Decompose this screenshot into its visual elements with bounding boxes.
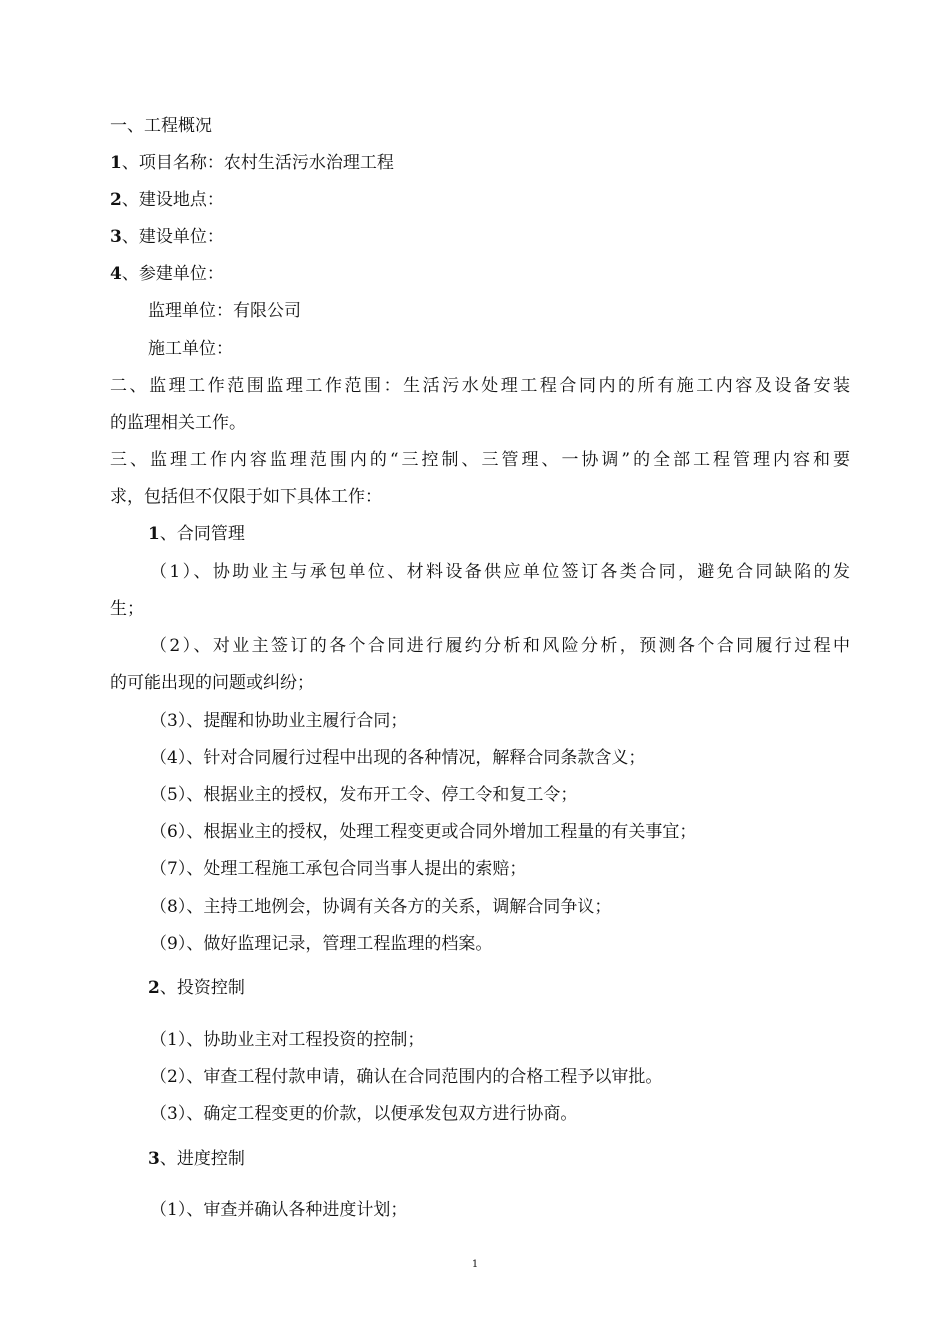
list-item-line: 的可能出现的问题或纠纷；	[110, 673, 314, 693]
item-number: 1	[110, 153, 122, 173]
list-item-line: （2）、对业主签订的各个合同进行履约分析和风险分析，预测各个合同履行过程中	[150, 636, 850, 656]
list-item-line: （2）、审查工程付款申请，确认在合同范围内的合格工程予以审批。	[150, 1067, 663, 1087]
scope-paragraph-line-2: 的监理相关工作。	[110, 413, 246, 433]
contractor-unit-line: 施工单位：	[148, 339, 233, 359]
subheading-text: 、合同管理	[159, 524, 245, 544]
item-number: 2	[110, 190, 122, 210]
owner-unit-line	[110, 226, 850, 248]
subheading-number: 2	[148, 978, 160, 998]
subheading-investment-control	[148, 977, 888, 999]
project-name-line	[110, 152, 850, 174]
item-number: 3	[110, 227, 122, 247]
content-paragraph-line-1: 三、监理工作内容监理范围内的“三控制、三管理、一协调”的全部工程管理内容和要	[110, 450, 850, 470]
item-text: 、项目名称：农村生活污水治理工程	[121, 153, 394, 173]
list-item-line: （1）、协助业主对工程投资的控制；	[150, 1030, 425, 1050]
list-item-line: 生；	[110, 599, 144, 619]
scope-paragraph-line-1: 二、监理工作范围监理工作范围：生活污水处理工程合同内的所有施工内容及设备安装	[110, 376, 850, 396]
list-item-line: （4）、针对合同履行过程中出现的各种情况，解释合同条款含义；	[150, 748, 646, 768]
list-item-line: （7）、处理工程施工承包合同当事人提出的索赔；	[150, 859, 527, 879]
subheading-number: 3	[148, 1149, 160, 1169]
item-text: 、建设地点：	[121, 190, 224, 210]
subheading-text: 、投资控制	[159, 978, 245, 998]
page-number: 1	[471, 1259, 479, 1270]
item-number: 4	[110, 264, 122, 284]
subheading-number: 1	[148, 524, 160, 544]
item-text: 、建设单位：	[121, 227, 224, 247]
list-item-line: （1）、协助业主与承包单位、材料设备供应单位签订各类合同，避免合同缺陷的发	[150, 562, 850, 582]
list-item-line: （6）、根据业主的授权，处理工程变更或合同外增加工程量的有关事宜；	[150, 822, 697, 842]
subheading-text: 、进度控制	[159, 1149, 245, 1169]
item-text: 、参建单位：	[121, 264, 224, 284]
construction-site-line	[110, 189, 850, 211]
participating-units-line	[110, 263, 850, 285]
list-item-line: （1）、审查并确认各种进度计划；	[150, 1200, 408, 1220]
list-item-line: （9）、做好监理记录，管理工程监理的档案。	[150, 934, 493, 954]
list-item-line: （5）、根据业主的授权，发布开工令、停工令和复工令；	[150, 785, 578, 805]
supervisor-unit-line: 监理单位：有限公司	[148, 301, 301, 321]
subheading-contract-management	[148, 523, 888, 545]
list-item-line: （3）、确定工程变更的价款，以便承发包双方进行协商。	[150, 1104, 578, 1124]
subheading-schedule-control	[148, 1148, 888, 1170]
content-paragraph-line-2: 求，包括但不仅限于如下具体工作：	[110, 487, 382, 507]
list-item-line: （8）、主持工地例会，协调有关各方的关系，调解合同争议；	[150, 897, 612, 917]
section-heading-overview: 一、工程概况	[110, 116, 212, 136]
list-item-line: （3）、提醒和协助业主履行合同；	[150, 711, 408, 731]
